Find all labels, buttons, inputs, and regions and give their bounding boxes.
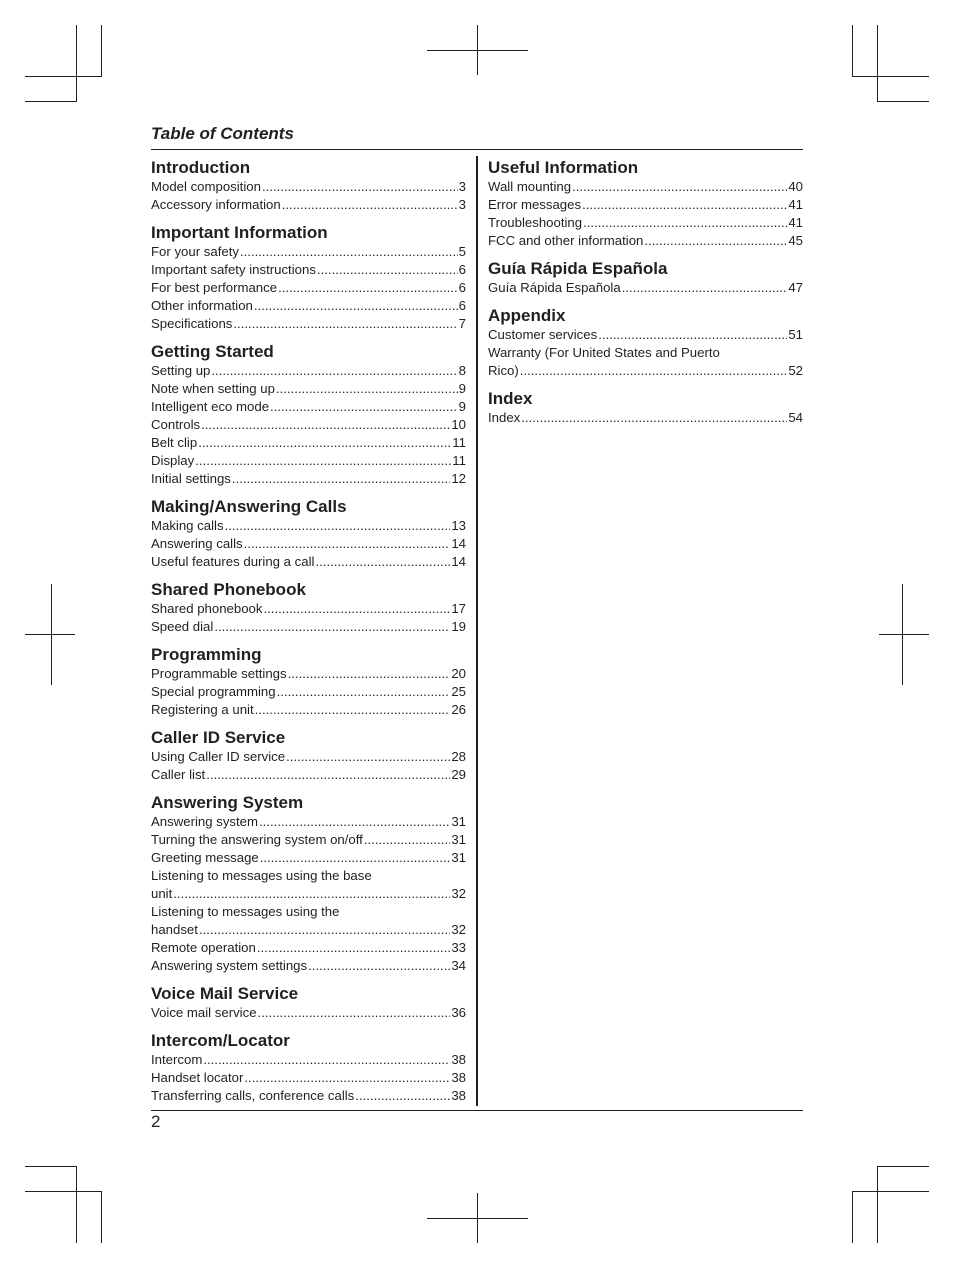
entry-text: Handset locator — [151, 1070, 244, 1085]
entry-text: Initial settings — [151, 471, 231, 486]
toc-entry[interactable] — [151, 362, 466, 380]
entry-text: Intercom — [151, 1052, 203, 1067]
section-title: Answering System — [151, 793, 304, 812]
toc-entry[interactable] — [151, 261, 466, 279]
section-title: Shared Phonebook — [151, 580, 306, 599]
entry-page-number: 31 — [451, 850, 466, 865]
entry-line — [151, 1069, 466, 1087]
toc-entry[interactable] — [151, 849, 466, 867]
toc-section — [151, 727, 466, 784]
entry-line — [151, 315, 466, 333]
entry-text: Answering calls — [151, 536, 243, 551]
crop-mark — [25, 634, 75, 635]
entry-page-number: 3 — [458, 197, 466, 212]
crop-mark — [427, 50, 528, 51]
crop-mark — [852, 1191, 853, 1243]
dot-leader — [211, 362, 457, 380]
entry-line — [488, 362, 803, 380]
entry-line — [488, 214, 803, 232]
dot-leader — [259, 813, 450, 831]
crop-mark — [852, 76, 929, 77]
dot-leader — [286, 748, 450, 766]
dot-leader — [257, 939, 450, 957]
entry-line — [151, 517, 466, 535]
dot-leader — [263, 600, 450, 618]
entry-line — [151, 1004, 466, 1022]
section-title: Important Information — [151, 223, 328, 242]
toc-entry[interactable] — [151, 279, 466, 297]
entry-line — [151, 683, 466, 701]
toc-entry[interactable] — [151, 618, 466, 636]
dot-leader — [214, 618, 450, 636]
dot-leader — [198, 434, 451, 452]
entry-line — [488, 409, 803, 427]
entry-page-number: 32 — [451, 886, 466, 901]
dot-leader — [244, 1069, 450, 1087]
toc-entry[interactable] — [151, 1087, 466, 1105]
entry-line — [151, 1087, 466, 1105]
entry-line — [151, 665, 466, 683]
entry-page-number: 19 — [451, 619, 466, 634]
entry-line — [151, 748, 466, 766]
toc-entry[interactable] — [151, 517, 466, 535]
entry-line — [151, 766, 466, 784]
entry-line — [488, 279, 803, 297]
entry-text: Error messages — [488, 197, 582, 212]
entry-page-number: 34 — [451, 958, 466, 973]
entry-line — [151, 535, 466, 553]
entry-text: Index — [488, 410, 521, 425]
crop-mark — [101, 1191, 102, 1243]
entry-line — [151, 470, 466, 488]
entry-page-number: 33 — [451, 940, 466, 955]
entry-line — [151, 957, 466, 975]
entry-text: Other information — [151, 298, 253, 313]
entry-text: FCC and other information — [488, 233, 644, 248]
entry-line — [151, 380, 466, 398]
toc-entry[interactable] — [488, 279, 803, 297]
dot-leader — [203, 1051, 450, 1069]
entry-text: Special programming — [151, 684, 276, 699]
dot-leader — [521, 409, 787, 427]
toc-entry[interactable] — [151, 748, 466, 766]
entry-line — [151, 1051, 466, 1069]
dot-leader — [282, 196, 458, 214]
crop-mark — [877, 1166, 878, 1243]
entry-line — [151, 553, 466, 571]
entry-text: Answering system settings — [151, 958, 308, 973]
toc-entry[interactable] — [151, 553, 466, 571]
toc-entry[interactable] — [488, 326, 803, 344]
entry-text: Setting up — [151, 363, 211, 378]
entry-line — [488, 232, 803, 250]
entry-text: Note when setting up — [151, 381, 275, 396]
toc-entry[interactable] — [488, 344, 803, 380]
toc-left-column — [151, 157, 466, 1113]
entry-page-number: 41 — [788, 215, 803, 230]
crop-mark — [852, 25, 853, 77]
entry-line — [151, 849, 466, 867]
entry-line — [151, 701, 466, 719]
entry-text: Using Caller ID service — [151, 749, 286, 764]
toc-section — [151, 983, 466, 1022]
entry-page-number: 6 — [458, 298, 466, 313]
toc-entry[interactable] — [488, 409, 803, 427]
entry-text: Rico) — [488, 363, 519, 378]
toc-section — [151, 644, 466, 719]
entry-page-number: 25 — [451, 684, 466, 699]
entry-page-number: 31 — [451, 832, 466, 847]
crop-mark — [25, 76, 102, 77]
toc-entry[interactable] — [151, 196, 466, 214]
section-title: Making/Answering Calls — [151, 497, 347, 516]
entry-text: Shared phonebook — [151, 601, 263, 616]
entry-text: Remote operation — [151, 940, 256, 955]
entry-line — [151, 178, 466, 196]
entry-page-number: 31 — [451, 814, 466, 829]
entry-page-number: 8 — [458, 363, 466, 378]
section-title: Getting Started — [151, 342, 274, 361]
crop-mark — [879, 634, 929, 635]
header-rule — [151, 149, 803, 150]
toc-entry[interactable] — [151, 1069, 466, 1087]
toc-entry[interactable] — [151, 178, 466, 196]
crop-mark — [25, 1191, 102, 1192]
toc-entry[interactable] — [151, 600, 466, 618]
entry-page-number: 47 — [788, 280, 803, 295]
crop-mark — [25, 101, 77, 102]
toc-entry[interactable] — [151, 1051, 466, 1069]
column-divider — [476, 156, 478, 1106]
entry-text: Greeting message — [151, 850, 259, 865]
footer-rule — [151, 1110, 803, 1111]
toc-entry[interactable] — [151, 243, 466, 261]
crop-mark — [101, 25, 102, 77]
dot-leader — [199, 921, 450, 939]
entry-text: Answering system — [151, 814, 259, 829]
entry-page-number: 10 — [451, 417, 466, 432]
dot-leader — [240, 243, 458, 261]
entry-page-number: 9 — [458, 381, 466, 396]
crop-mark — [76, 25, 77, 102]
toc-section — [151, 496, 466, 571]
entry-line — [151, 618, 466, 636]
dot-leader — [308, 957, 450, 975]
crop-mark — [427, 1218, 528, 1219]
entry-page-number: 41 — [788, 197, 803, 212]
dot-leader — [278, 279, 458, 297]
dot-leader — [644, 232, 787, 250]
entry-page-number: 9 — [458, 399, 466, 414]
dot-leader — [315, 553, 450, 571]
toc-section — [151, 579, 466, 636]
entry-text: Troubleshooting — [488, 215, 583, 230]
entry-page-number: 36 — [451, 1005, 466, 1020]
toc-entry[interactable] — [151, 434, 466, 452]
section-title: Index — [488, 389, 533, 408]
entry-page-number: 38 — [451, 1052, 466, 1067]
toc-entry[interactable] — [151, 470, 466, 488]
entry-text: Making calls — [151, 518, 224, 533]
entry-line — [151, 831, 466, 849]
entry-text: Speed dial — [151, 619, 214, 634]
dot-leader — [262, 178, 458, 196]
section-title: Guía Rápida Española — [488, 259, 668, 278]
entry-page-number: 14 — [451, 536, 466, 551]
dot-leader — [276, 380, 458, 398]
dot-leader — [270, 398, 458, 416]
toc-entry[interactable] — [151, 452, 466, 470]
entry-line — [151, 362, 466, 380]
entry-page-number: 40 — [788, 179, 803, 194]
entry-page-number: 13 — [451, 518, 466, 533]
dot-leader — [583, 214, 787, 232]
entry-text-first-line: Warranty (For United States and Puerto — [488, 345, 720, 360]
toc-entry[interactable] — [151, 813, 466, 831]
toc-entry[interactable] — [151, 903, 466, 939]
entry-page-number: 28 — [451, 749, 466, 764]
entry-text: Display — [151, 453, 195, 468]
toc-section — [488, 157, 803, 250]
entry-page-number: 6 — [458, 262, 466, 277]
dot-leader — [355, 1087, 450, 1105]
toc-entry[interactable] — [151, 683, 466, 701]
toc-entry[interactable] — [151, 416, 466, 434]
entry-line — [488, 178, 803, 196]
entry-text: For best performance — [151, 280, 278, 295]
entry-page-number: 29 — [451, 767, 466, 782]
dot-leader — [288, 665, 451, 683]
entry-text: Customer services — [488, 327, 598, 342]
toc-entry[interactable] — [151, 867, 466, 903]
page-title: Table of Contents — [151, 124, 294, 143]
toc-entry[interactable] — [151, 957, 466, 975]
entry-page-number: 14 — [451, 554, 466, 569]
entry-page-number: 17 — [451, 601, 466, 616]
toc-entry[interactable] — [151, 398, 466, 416]
dot-leader — [572, 178, 787, 196]
toc-entry[interactable] — [151, 380, 466, 398]
entry-page-number: 54 — [788, 410, 803, 425]
entry-text-first-line: Listening to messages using the — [151, 904, 340, 919]
entry-text: unit — [151, 886, 173, 901]
toc-entry[interactable] — [488, 196, 803, 214]
entry-line — [151, 243, 466, 261]
dot-leader — [206, 766, 450, 784]
entry-page-number: 45 — [788, 233, 803, 248]
dot-leader — [255, 701, 451, 719]
entry-text: Specifications — [151, 316, 233, 331]
entry-text: Voice mail service — [151, 1005, 257, 1020]
dot-leader — [244, 535, 451, 553]
dot-leader — [232, 470, 450, 488]
entry-text: Transferring calls, conference calls — [151, 1088, 355, 1103]
entry-line — [151, 196, 466, 214]
entry-text: Registering a unit — [151, 702, 254, 717]
toc-section — [151, 222, 466, 333]
toc-entry[interactable] — [151, 701, 466, 719]
dot-leader — [201, 416, 450, 434]
crop-mark — [25, 1166, 77, 1167]
entry-page-number: 7 — [458, 316, 466, 331]
entry-text-first-line: Listening to messages using the base — [151, 868, 372, 883]
toc-entry[interactable] — [151, 297, 466, 315]
entry-line — [151, 297, 466, 315]
crop-mark — [877, 1166, 929, 1167]
dot-leader — [364, 831, 450, 849]
entry-text: Accessory information — [151, 197, 281, 212]
entry-text: For your safety — [151, 244, 239, 259]
dot-leader — [225, 517, 451, 535]
entry-text: Belt clip — [151, 435, 198, 450]
toc-section — [488, 388, 803, 427]
entry-text: Turning the answering system on/off — [151, 832, 363, 847]
entry-page-number: 11 — [452, 453, 466, 468]
section-title: Appendix — [488, 306, 566, 325]
section-title: Introduction — [151, 158, 251, 177]
dot-leader — [622, 279, 788, 297]
toc-entry[interactable] — [488, 178, 803, 196]
entry-page-number: 38 — [451, 1088, 466, 1103]
page-number: 2 — [151, 1112, 161, 1131]
toc-entry[interactable] — [151, 939, 466, 957]
entry-text: handset — [151, 922, 198, 937]
toc-entry[interactable] — [151, 535, 466, 553]
dot-leader — [260, 849, 451, 867]
toc-section — [151, 1030, 466, 1105]
entry-page-number: 3 — [458, 179, 466, 194]
toc-section — [151, 341, 466, 488]
entry-text: Wall mounting — [488, 179, 572, 194]
dot-leader — [233, 315, 457, 333]
entry-text: Useful features during a call — [151, 554, 315, 569]
entry-text: Programmable settings — [151, 666, 287, 681]
entry-page-number: 26 — [451, 702, 466, 717]
toc-right-column — [488, 157, 803, 435]
toc-entry[interactable] — [151, 315, 466, 333]
dot-leader — [277, 683, 451, 701]
toc-section — [151, 157, 466, 214]
entry-text: Important safety instructions — [151, 262, 316, 277]
dot-leader — [317, 261, 458, 279]
section-title: Voice Mail Service — [151, 984, 299, 1003]
entry-text: Guía Rápida Española — [488, 280, 621, 295]
toc-entry[interactable] — [151, 831, 466, 849]
entry-page-number: 38 — [451, 1070, 466, 1085]
dot-leader — [195, 452, 451, 470]
dot-leader — [173, 885, 450, 903]
entry-line — [151, 261, 466, 279]
section-title: Intercom/Locator — [151, 1031, 290, 1050]
entry-line — [488, 196, 803, 214]
entry-page-number: 52 — [788, 363, 803, 378]
dot-leader — [258, 1004, 451, 1022]
entry-page-number: 5 — [458, 244, 466, 259]
entry-line — [151, 921, 466, 939]
toc-entry[interactable] — [488, 232, 803, 250]
crop-mark — [76, 1166, 77, 1243]
entry-line — [151, 600, 466, 618]
crop-mark — [877, 25, 878, 102]
toc-section — [488, 305, 803, 380]
toc-entry[interactable] — [151, 665, 466, 683]
entry-line — [151, 885, 466, 903]
entry-line — [151, 939, 466, 957]
entry-line — [151, 434, 466, 452]
entry-line — [151, 398, 466, 416]
toc-section — [488, 258, 803, 297]
dot-leader — [254, 297, 458, 315]
entry-page-number: 20 — [451, 666, 466, 681]
toc-entry[interactable] — [488, 214, 803, 232]
entry-line — [151, 279, 466, 297]
entry-line — [151, 416, 466, 434]
section-title: Useful Information — [488, 158, 639, 177]
entry-line — [151, 813, 466, 831]
entry-page-number: 51 — [788, 327, 803, 342]
entry-text: Caller list — [151, 767, 206, 782]
entry-page-number: 12 — [451, 471, 466, 486]
crop-mark — [852, 1191, 929, 1192]
entry-text: Model composition — [151, 179, 261, 194]
entry-page-number: 6 — [458, 280, 466, 295]
dot-leader — [582, 196, 787, 214]
section-title: Caller ID Service — [151, 728, 286, 747]
dot-leader — [598, 326, 787, 344]
toc-entry[interactable] — [151, 1004, 466, 1022]
crop-mark — [877, 101, 929, 102]
entry-text: Intelligent eco mode — [151, 399, 270, 414]
toc-entry[interactable] — [151, 766, 466, 784]
toc-section — [151, 792, 466, 975]
entry-line — [151, 452, 466, 470]
dot-leader — [520, 362, 788, 380]
entry-text: Controls — [151, 417, 201, 432]
entry-page-number: 32 — [451, 922, 466, 937]
entry-page-number: 11 — [452, 435, 466, 450]
section-title: Programming — [151, 645, 262, 664]
entry-line — [488, 326, 803, 344]
